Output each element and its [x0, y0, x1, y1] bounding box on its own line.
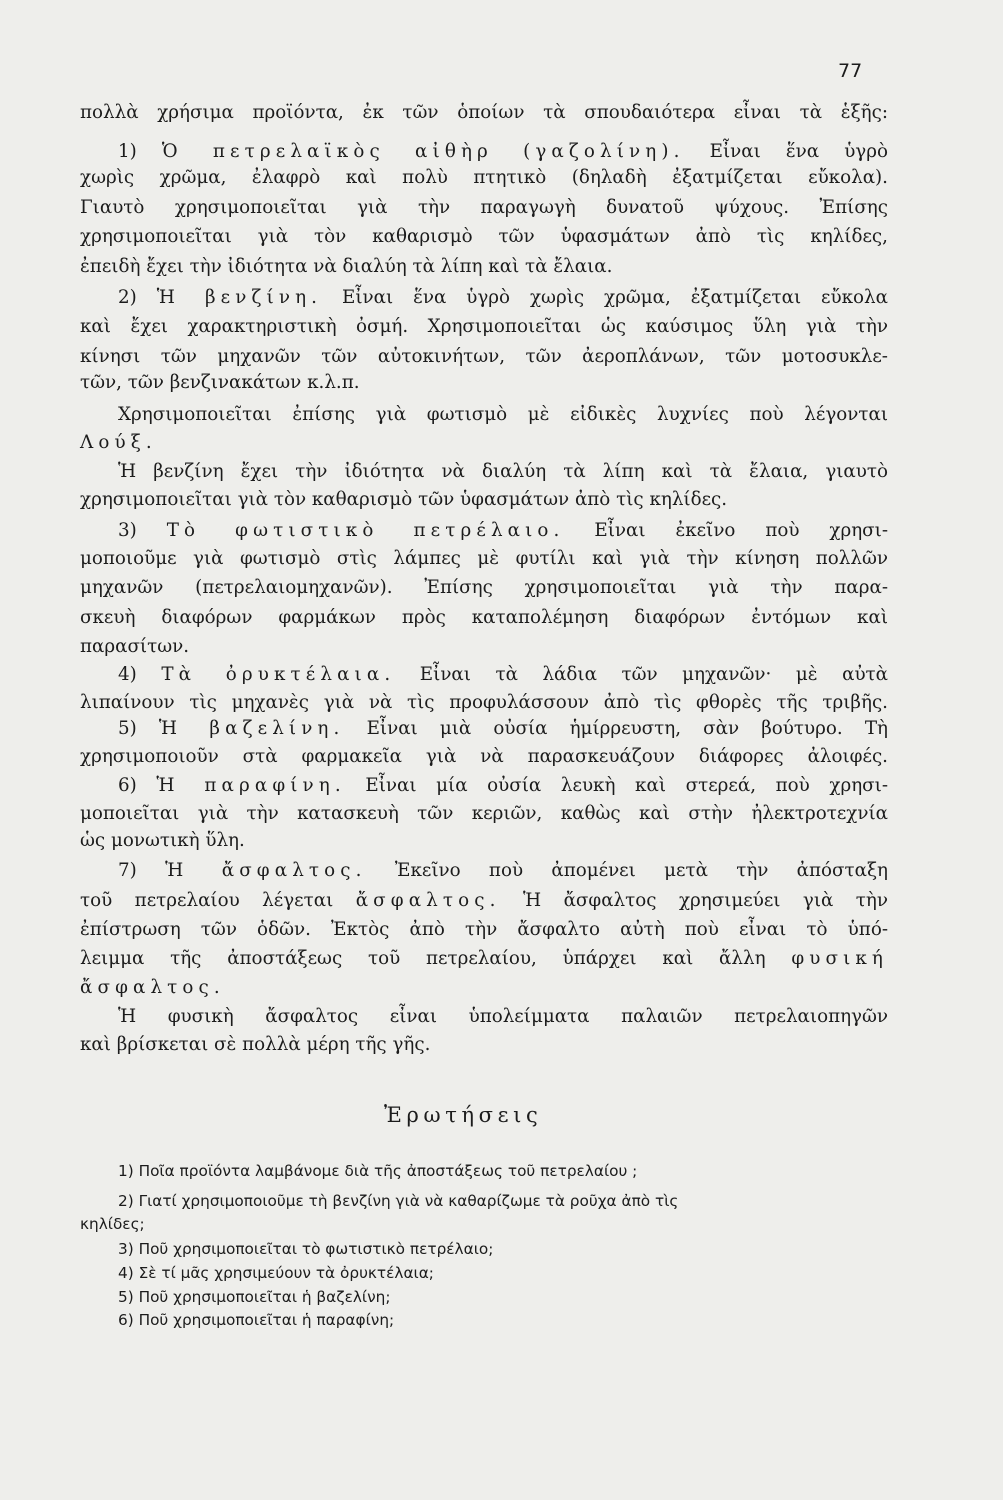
text-line: Λούξ. [80, 432, 157, 453]
text-line [118, 662, 888, 688]
question-continuation: κηλίδες; [80, 1215, 145, 1233]
text-line: χρησιμοποιοῦν στὰ φαρμακεῖα γιὰ νὰ παρασκευάζουν διάφορες ἀλοιφές. [80, 746, 888, 767]
text-line: σκευὴ διαφόρων φαρμάκων πρὸς καταπολέμηση διαφόρων ἐντόμων καὶ [80, 607, 888, 628]
item-text: τοῦ πετρελαίου λέγεται [80, 890, 356, 911]
text-line: μοποιεῖται γιὰ τὴν κατασκευὴ τῶν κεριῶν, καθὼς καὶ στὴν ἠλεκτροτεχνία [80, 803, 888, 824]
item-text: Εἶναι ἕνα ὑγρὸ [684, 141, 888, 162]
item-number: 6) [118, 775, 157, 796]
item-term: Ἡ βενζίνη. [156, 287, 323, 308]
text-line [118, 858, 888, 884]
text-line: ἐπειδὴ ἔχει τὴν ἰδιότητα νὰ διαλύη τὰ λίπη καὶ τὰ ἔλαια. [80, 256, 613, 277]
text-line: ὡς μονωτικὴ ὕλη. [80, 830, 245, 851]
item-term: Ἡ βαζελίνη. [158, 718, 345, 739]
text-line: καὶ ἔχει χαρακτηριστικὴ ὀσμή. Χρησιμοποιεῖται ὡς καύσιμος ὕλη γιὰ τὴν [80, 316, 888, 337]
text-line: τῶν, τῶν βενζινακάτων κ.λ.π. [80, 372, 360, 393]
text-line: μοποιοῦμε γιὰ φωτισμὸ στὶς λάμπες μὲ φυτίλι καὶ γιὰ τὴν κίνηση πολλῶν [80, 548, 888, 569]
item-text: Εἶναι τὰ λάδια τῶν μηχανῶν· μὲ αὐτὰ [395, 664, 889, 685]
item-text: Εἶναι μιὰ οὐσία ἡμίρρευστη, σὰν βούτυρο. Τὴ [344, 718, 888, 739]
item-term: Τὸ φωτιστικὸ πετρέλαιο. [166, 520, 565, 541]
page-number: 77 [838, 60, 863, 82]
item-term: Ἡ παραφίνη. [156, 775, 346, 796]
text-line: κίνησι τῶν μηχανῶν τῶν αὐτοκινήτων, τῶν ἀεροπλάνων, τῶν μοτοσυκλε- [80, 346, 888, 367]
question-item: 4) Σὲ τί μᾶς χρησιμεύουν τὰ ὀρυκτέλαια; [118, 1264, 434, 1282]
text-line: ἄσφαλτος. [80, 977, 225, 998]
item-number: 7) [118, 860, 166, 881]
text-line: χωρὶς χρῶμα, ἐλαφρὸ καὶ πολὺ πτητικὸ (δηλαδὴ ἐξατμίζεται εὔκολα). [80, 167, 888, 188]
item-term: φυσική [791, 948, 888, 969]
item-term: Τὰ ὀρυκτέλαια. [161, 664, 396, 685]
item-number: 1) [118, 141, 162, 162]
text-line: παρασίτων. [80, 636, 190, 657]
item-number: 2) [118, 287, 157, 308]
text-line [118, 139, 888, 165]
question-item: 2) Γιατί χρησιμοποιοῦμε τὴ βενζίνη γιὰ νὰ καθαρίζωμε τὰ ροῦχα ἀπὸ τὶς [118, 1192, 679, 1210]
item-number: 4) [118, 664, 162, 685]
text-line: χρησιμοποιεῖται γιὰ τὸν καθαρισμὸ τῶν ὑφασμάτων ἀπὸ τὶς κηλίδες. [80, 489, 728, 510]
question-item: 3) Ποῦ χρησιμοποιεῖται τὸ φωτιστικὸ πετρέλαιο; [118, 1240, 494, 1258]
item-text: Εἶναι ἐκεῖνο ποὺ χρησι- [564, 520, 889, 541]
text-line [80, 888, 888, 914]
text-line: Ἡ φυσικὴ ἄσφαλτος εἶναι ὑπολείμματα παλαιῶν πετρελαιοπηγῶν [118, 1006, 888, 1027]
item-text: Εἶναι μία οὐσία λευκὴ καὶ στερεά, ποὺ χρησι- [345, 775, 888, 796]
question-item: 6) Ποῦ χρησιμοποιεῖται ἡ παραφίνη; [118, 1311, 395, 1329]
text-line: Χρησιμοποιεῖται ἐπίσης γιὰ φωτισμὸ μὲ εἰδικὲς λυχνίες ποὺ λέγονται [118, 404, 888, 425]
item-text: Εἶναι ἕνα ὑγρὸ χωρὶς χρῶμα, ἐξατμίζεται εὔκολα [322, 287, 888, 308]
text-line: χρησιμοποιεῖται γιὰ τὸν καθαρισμὸ τῶν ὑφασμάτων ἀπὸ τὶς κηλίδες, [80, 226, 888, 247]
text-line: καὶ βρίσκεται σὲ πολλὰ μέρη τῆς γῆς. [80, 1034, 431, 1055]
item-term: ἄσφαλτος. [355, 890, 501, 911]
item-number: 3) [118, 520, 167, 541]
item-text: λειμμα τῆς ἀποστάξεως τοῦ πετρελαίου, ὑπάρχει καὶ ἄλλη [80, 948, 792, 969]
item-term: Ὁ πετρελαϊκὸς αἰθὴρ (γαζολίνη). [161, 141, 685, 162]
item-term: Ἡ ἄσφαλτος. [165, 860, 367, 881]
text-line: πολλὰ χρήσιμα προϊόντα, ἐκ τῶν ὁποίων τὰ σπουδαιότερα εἶναι τὰ ἑξῆς: [80, 102, 888, 123]
text-line: μηχανῶν (πετρελαιομηχανῶν). Ἐπίσης χρησιμοποιεῖται γιὰ τὴν παρα- [80, 577, 888, 598]
item-text: Ἡ ἄσφαλτος χρησιμεύει γιὰ τὴν [500, 890, 888, 911]
item-text: Ἐκεῖνο ποὺ ἀπομένει μετὰ τὴν ἀπόσταξη [366, 860, 888, 881]
text-line: ἐπίστρωση τῶν ὁδῶν. Ἐκτὸς ἀπὸ τὴν ἄσφαλτο αὐτὴ ποὺ εἶναι τὸ ὑπό- [80, 919, 888, 940]
text-line [118, 518, 888, 544]
text-line [118, 285, 888, 311]
questions-heading: Ἐρωτήσεις [384, 1103, 543, 1127]
item-number: 5) [118, 718, 159, 739]
text-line: λιπαίνουν τὶς μηχανὲς γιὰ νὰ τὶς προφυλάσσουν ἀπὸ τὶς φθορὲς τῆς τριβῆς. [80, 692, 888, 713]
question-item: 5) Ποῦ χρησιμοποιεῖται ἡ βαζελίνη; [118, 1288, 391, 1306]
text-line [118, 716, 888, 742]
text-line [80, 946, 888, 972]
text-line [118, 773, 888, 799]
text-line: Γιαυτὸ χρησιμοποιεῖται γιὰ τὴν παραγωγὴ δυνατοῦ ψύχους. Ἐπίσης [80, 197, 888, 218]
text-line: Ἡ βενζίνη ἔχει τὴν ἰδιότητα νὰ διαλύη τὰ λίπη καὶ τὰ ἔλαια, γιαυτὸ [118, 461, 888, 482]
question-item: 1) Ποῖα προϊόντα λαμβάνομε διὰ τῆς ἀποστάξεως τοῦ πετρελαίου ; [118, 1162, 638, 1180]
